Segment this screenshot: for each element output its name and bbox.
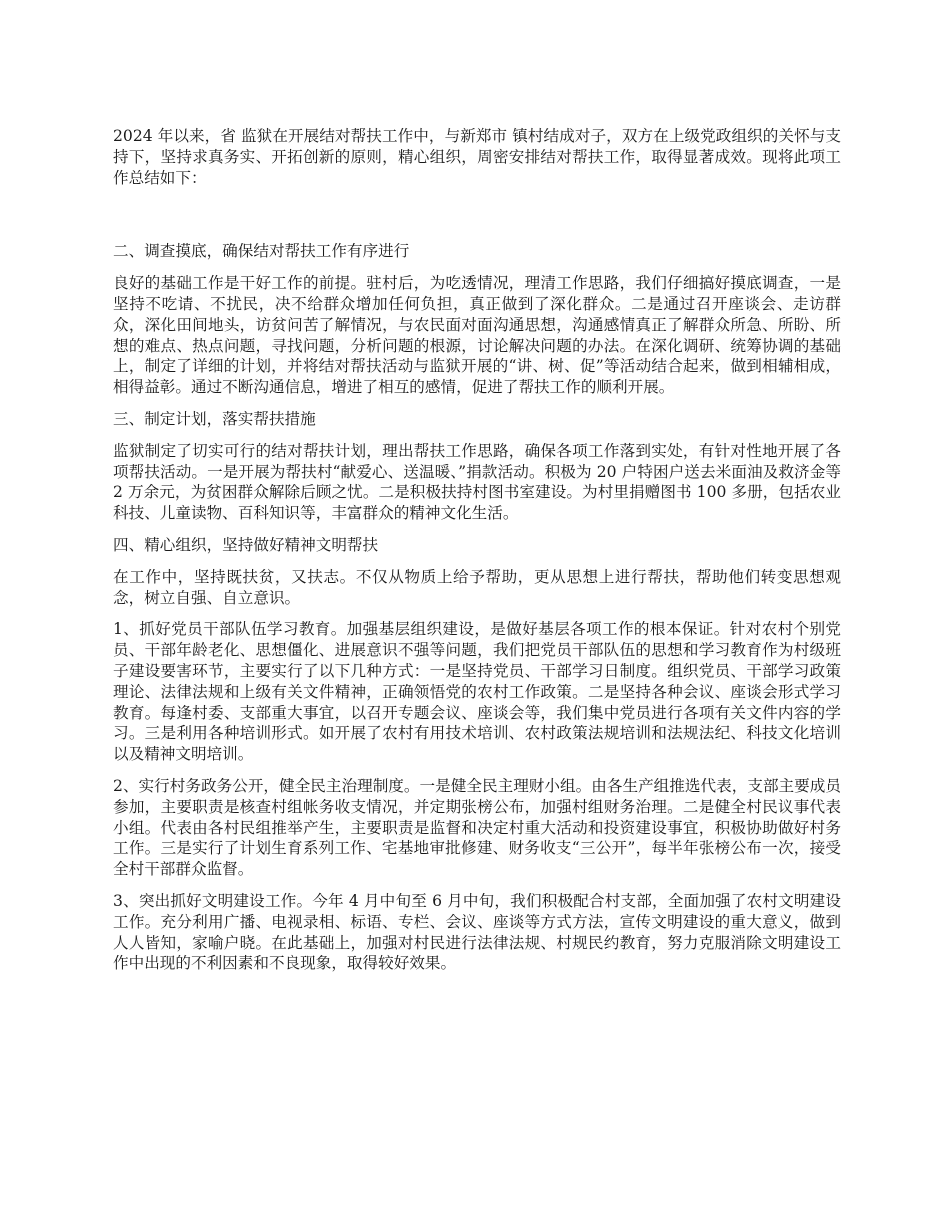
section-4-heading: 四、精心组织，坚持做好精神文明帮扶	[113, 535, 379, 554]
item-2-paragraph: 2、实行村务政务公开，健全民主治理制度。一是健全民主理财小组。由各生产组推选代表，支部主要成员参加，主要职责是核查村组帐务收支情况，并定期张榜公布，加强村组财务治理。二是健全村民议事代表小组。代表由各村民组推举产生，主要职责是监督和决定村重大活动和投资建设事宜，积极协助做好村务工作。三是实行了计划生育系列工作、宅基地审批修建、财务收支“三公开”，每半年张榜公布一次，接受全村干部群众监督。	[113, 776, 841, 879]
section-2-heading: 二、调查摸底，确保结对帮扶工作有序进行	[113, 242, 410, 261]
section-gap	[113, 199, 841, 241]
document-body	[113, 126, 841, 985]
section-4-paragraph: 在工作中，坚持既扶贫，又扶志。不仅从物质上给予帮助，更从思想上进行帮扶，帮助他们转变思想观念，树立自强、自立意识。	[113, 567, 841, 607]
item-3-paragraph: 3、突出抓好文明建设工作。今年 4 月中旬至 6 月中旬，我们积极配合村支部，全面加强了农村文明建设工作。充分利用广播、电视录相、标语、专栏、会议、座谈等方式方法，宣传文明建设的重大意义，做到人人皆知，家喻户晓。在此基础上，加强对村民进行法律法规、村规民约教育，努力克服消除文明建设工作中出现的不利因素和不良现象，取得较好效果。	[113, 891, 841, 973]
section-2-paragraph: 良好的基础工作是干好工作的前提。驻村后，为吃透情况，理清工作思路，我们仔细搞好摸底调查，一是坚持不吃请、不扰民，决不给群众增加任何负担，真正做到了深化群众。二是通过召开座谈会、走访群众，深化田间地头，访贫问苦了解情况，与农民面对面沟通思想，沟通感情真正了解群众所急、所盼、所想的难点、热点问题，寻找问题，分析问题的根源，讨论解决问题的办法。在深化调研、统筹协调的基础上，制定了详细的计划，并将结对帮扶活动与监狱开展的“讲、树、促”等活动结合起来，做到相辅相成，相得益彰。通过不断沟通信息，增进了相互的感情，促进了帮扶工作的顺利开展。	[113, 274, 841, 397]
section-3-paragraph: 监狱制定了切实可行的结对帮扶计划，理出帮扶工作思路，确保各项工作落到实处，有针对性地开展了各项帮扶活动。一是开展为帮扶村“献爱心、送温暖、”捐款活动。积极为 20 户特困户送去米面油及救济金等 2 万余元，为贫困群众解除后顾之忧。二是积极扶持村图书室建设。为村里捐赠图书 100 多册，包括农业科技、儿童读物、百科知识等，丰富群众的精神文化生活。	[113, 441, 841, 523]
section-3-heading: 三、制定计划，落实帮扶措施	[113, 409, 316, 428]
item-1-paragraph: 1、抓好党员干部队伍学习教育。加强基层组织建设，是做好基层各项工作的根本保证。针对农村个别党员、干部年龄老化、思想僵化、进展意识不强等问题，我们把党员干部队伍的思想和学习教育作为村级班子建设要害环节，主要实行了以下几种方式：一是坚持党员、干部学习日制度。组织党员、干部学习政策理论、法律法规和上级有关文件精神，正确领悟党的农村工作政策。二是坚持各种会议、座谈会形式学习教育。每逢村委、支部重大事宜，以召开专题会议、座谈会等，我们集中党员进行各项有关文件内容的学习。三是利用各种培训形式。如开展了农村有用技术培训、农村政策法规培训和法规法纪、科技文化培训以及精神文明培训。	[113, 620, 841, 764]
intro-paragraph: 2024 年以来，省 监狱在开展结对帮扶工作中，与新郑市 镇村结成对子，双方在上级党政组织的关怀与支持下，坚持求真务实、开拓创新的原则，精心组织，周密安排结对帮扶工作，取得显著成效。现将此项工作总结如下：	[113, 127, 841, 187]
